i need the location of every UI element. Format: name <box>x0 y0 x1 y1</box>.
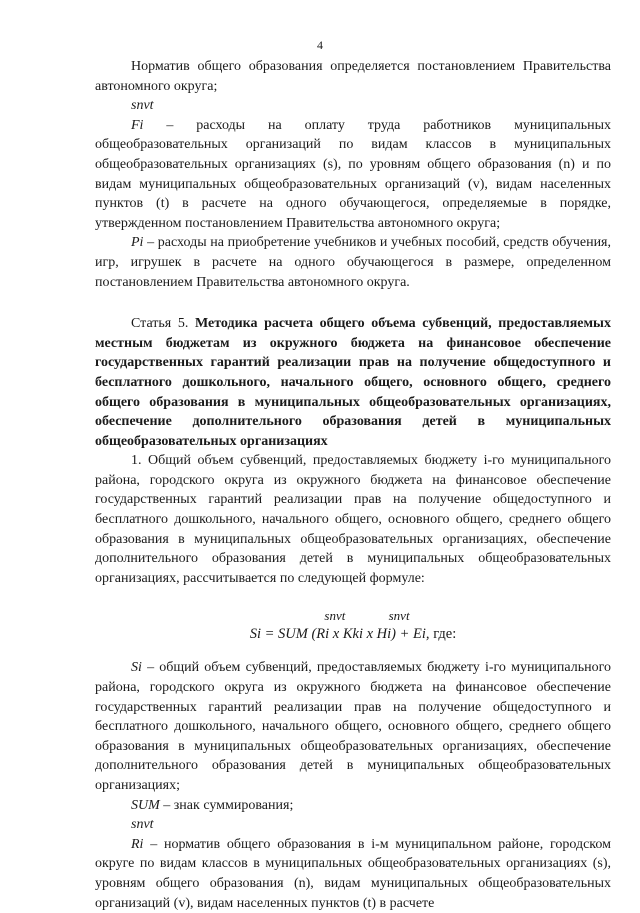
symbol-fi: Fi <box>131 117 144 133</box>
paragraph-ri <box>95 835 611 913</box>
symbol-pi: Pi <box>131 235 144 251</box>
symbol-ri: Ri <box>131 836 144 852</box>
si-definition: – общий объем субвенций, предоставляемых бюджету i-го муниципального района, городского округа из окружного бюджета на финансовое обеспечение государственных гарантий реализации прав на получение общедоступного и бесплатного дошкольного, начального общего, основного общего, среднего общего образования в муниципальных общеобразовательных организациях, обеспечение дополнительного образования детей в муниципальных общеобразовательных организациях; <box>95 660 611 793</box>
symbol-sum: SUM <box>131 797 160 813</box>
formula-sup-left: snvt <box>324 608 346 624</box>
formula-sup-right: snvt <box>388 608 410 624</box>
paragraph-pi <box>95 233 611 292</box>
subscript-snvt-2: snvt <box>131 817 154 833</box>
formula-expression <box>95 624 611 644</box>
article-heading <box>95 314 611 451</box>
formula-suffix: где: <box>429 626 457 643</box>
paragraph-point-1: 1. Общий объем субвенций, предоставляемых бюджету i-го муниципального района, городского округа из окружного бюджета на финансовое обеспечение государственных гарантий реализации прав на получение общедоступного и бесплатного дошкольного, начального общего, основного общего, среднего общего образования в муниципальных общеобразовательных организациях, обеспечение дополнительного образования детей в муниципальных общеобразовательных организациях, рассчитывается по следующей формуле: <box>95 453 611 586</box>
pi-definition: – расходы на приобретение учебников и учебных пособий, средств обучения, игр, игрушек в расчете на одного обучающегося в размере, определенном постановлением Правительства автономного округа. <box>95 235 611 290</box>
subscript-snvt: snvt <box>131 98 154 114</box>
paragraph-normative: Норматив общего образования определяется постановлением Правительства автономного округа; <box>95 59 611 94</box>
formula-superscripts <box>95 608 611 624</box>
sum-definition: – знак суммирования; <box>159 797 294 813</box>
symbol-si: Si <box>131 660 142 676</box>
document-body <box>95 57 611 913</box>
paragraph-sum <box>95 796 611 816</box>
page-number: 4 <box>317 38 323 52</box>
formula-expression-text: Si = SUM (Ri x Kki x Hi) + Ei, <box>249 626 430 643</box>
fi-definition: – расходы на оплату труда работников муниципальных общеобразовательных организаций по видам классов в муниципальных общеобразовательных организациях (s), по уровням общего образования (n) и по видам муниципальных общеобразовательных организаций (v), видам населенных пунктов (t) в расчете на одного обучающегося, определяемые в порядке, утвержденном постановлением Правительства автономного округа; <box>95 117 611 231</box>
paragraph-si <box>95 658 611 795</box>
formula-block <box>95 608 611 644</box>
paragraph-fi <box>95 116 611 234</box>
article-title: Методика расчета общего объема субвенций, предоставляемых местным бюджетам из окружного бюджета на финансовое обеспечение государственных гарантий реализации прав на получение общедоступного и бесплатного дошкольного, начального общего, основного общего, среднего общего образования в муниципальных общеобразовательных организациях, обеспечение дополнительного образования детей в муниципальных общеобразовательных организациях <box>95 316 611 449</box>
ri-definition: – норматив общего образования в i-м муниципальном районе, городском округе по видам классов в муниципальных общеобразовательных организациях (s), уровням общего образования (n), видам муниципальных общеобразовательных организаций (v), видам населенных пунктов (t) в расчете <box>95 836 611 911</box>
article-label: Статья 5. <box>131 316 195 332</box>
